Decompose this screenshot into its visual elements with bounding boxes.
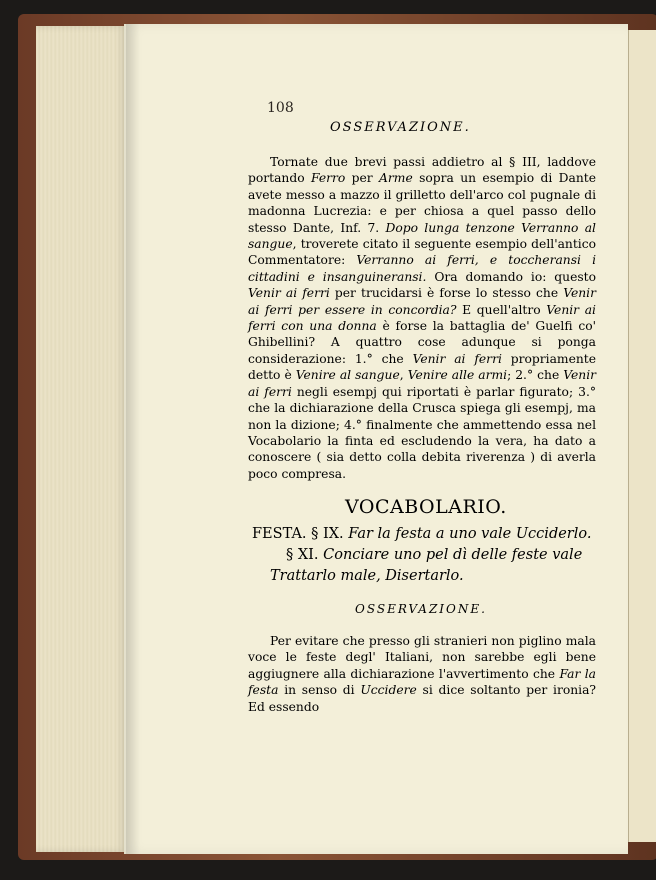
page-number: 108 — [267, 100, 294, 116]
paragraph_1-segment: propriamente detto è — [248, 351, 596, 383]
paragraph_2-segment: in senso di — [278, 683, 361, 698]
paragraph_2-segment: Far la festa — [248, 666, 596, 698]
paragraph_1-segment: per trucidarsi è forse lo stesso che — [329, 286, 564, 301]
paragraph_1-segment: Venir ai ferri per essere in concordia? — [248, 286, 596, 317]
paragraph_1-segment: Dopo lunga tenzone Verranno al sangue — [248, 220, 596, 252]
paragraph_2-segment: Per evitare che presso gli stranieri non piglino mala voce le feste degl' Italiani, non sarebbe egli bene aggiugnere alla dichiarazione l'avvertimento che — [248, 634, 596, 681]
spine-shadow — [126, 24, 140, 854]
paragraph_1-segment: Venir ai ferri — [248, 286, 330, 301]
entry-line-1 — [252, 524, 598, 545]
paragraph_1-segment: , — [399, 368, 408, 383]
entry-line-2-prefix: § XI. — [286, 547, 324, 563]
paragraph_1-segment: Venir ai ferri — [248, 368, 597, 399]
observation-heading-2: OSSERVAZIONE. — [355, 602, 487, 616]
paragraph_1-segment: , troverete citato il seguente esempio dell'antico Commentatore: — [248, 237, 596, 268]
paragraph_1-segment: negli esempj qui riportati è parlar figurato; 3.° che la dichiarazione della Crusca spiega gli esempj, ma non la dizione; 4.° finalmente che ammettendo essa nel Vocabolario la finta ed escludendo la vera, ha dato a conoscere ( sia detto colla debita riverenza ) di averla poco compresa. — [248, 384, 596, 481]
entry-line-1-italic: Far la festa a uno vale Ucciderlo. — [348, 526, 592, 542]
paragraph-1 — [248, 154, 596, 482]
paragraph_1-segment: Verranno ai ferri, e toccheransi i cittadini e insanguineransi. — [248, 253, 597, 284]
paragraph_1-segment: per — [345, 171, 380, 186]
paragraph_1-segment: Ora domando io: questo — [426, 269, 596, 284]
entry-line-1-prefix: FESTA. § IX. — [252, 526, 349, 542]
paragraph-2 — [248, 633, 596, 715]
entry-line-2-italic: Conciare uno pel dì delle feste vale — [323, 547, 583, 563]
festa-entry — [252, 524, 598, 587]
observation-heading-1: OSSERVAZIONE. — [330, 120, 471, 135]
paragraph_2-segment: si dice soltanto per ironia? Ed essendo — [248, 683, 596, 714]
paragraph_1-segment: Venire alle armi — [407, 368, 508, 383]
entry-line-2 — [252, 545, 598, 566]
paragraph_1-segment: Venir ai ferri — [412, 351, 502, 366]
paragraph_1-segment: Arme — [379, 171, 413, 186]
paragraph_1-segment: sopra un esempio di Dante avete messo a mazzo il grilletto dell'arco col pugnale di madonna Lucrezia: e per chiosa a quel passo dello stesso Dante, Inf. 7. — [248, 171, 597, 235]
paragraph_1-segment: E quell'altro — [456, 302, 547, 317]
paragraph_1-segment: Venir ai ferri con una donna — [248, 302, 596, 334]
paragraph_1-segment: Tornate due brevi passi addietro al § III, laddove portando — [248, 155, 596, 186]
vocabulary-heading: VOCABOLARIO. — [345, 496, 507, 518]
paragraph_1-segment: è forse la battaglia de' Guelfi co' Ghibellini? A quattro cose adunque si ponga considerazione: 1.° che — [248, 319, 596, 366]
paragraph_1-segment: ; 2.° che — [507, 368, 564, 383]
entry-line-3-italic: Trattarlo male, Disertarlo. — [270, 568, 464, 584]
page-edges — [36, 26, 128, 852]
paragraph_2-segment: Uccidere — [360, 683, 417, 698]
facing-page-edge — [628, 30, 656, 842]
paragraph_1-segment: Ferro — [310, 171, 346, 186]
paragraph_1-segment: Venire al sangue — [295, 368, 400, 383]
entry-line-3 — [252, 566, 598, 587]
